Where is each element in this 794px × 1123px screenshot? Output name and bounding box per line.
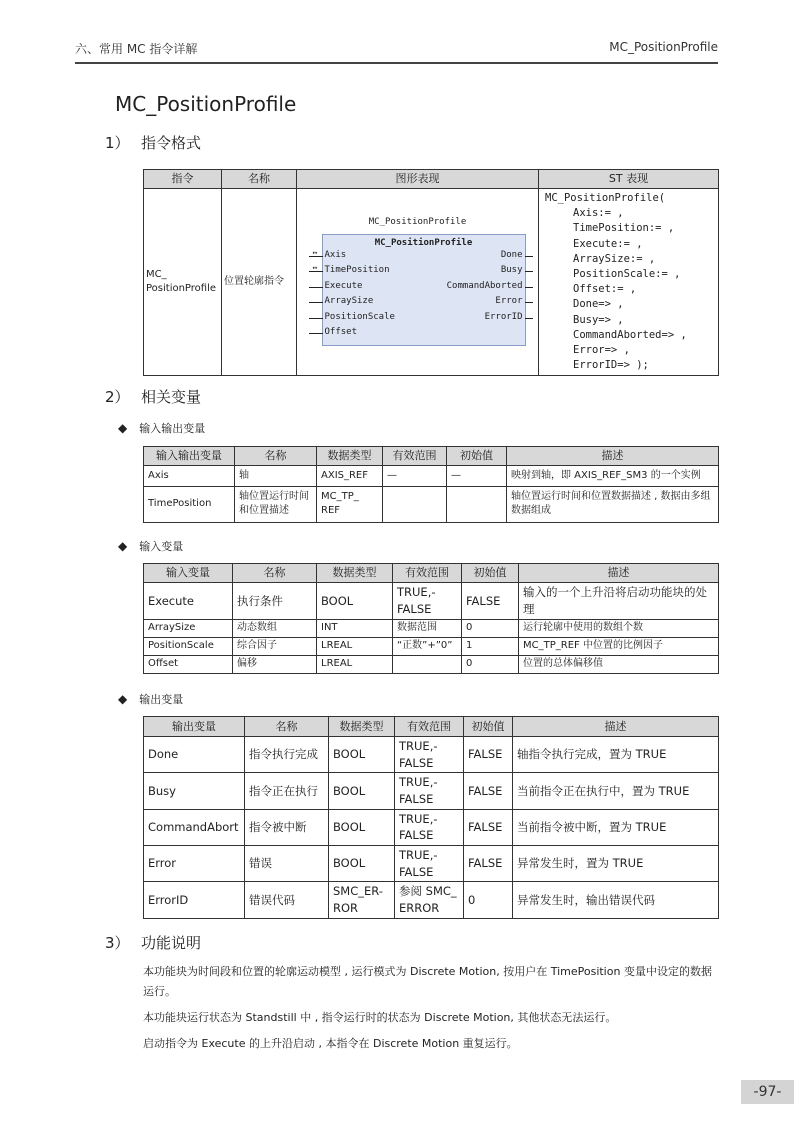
- st-line: Done=> ,: [573, 298, 624, 311]
- column-header: 数据类型: [317, 564, 393, 583]
- block-instance-name: MC_PositionProfile: [368, 217, 467, 228]
- column-header: 描述: [519, 564, 719, 583]
- page-number: -97-: [741, 1080, 794, 1104]
- table-cell: —: [447, 465, 507, 486]
- table-cell: 错误: [245, 846, 329, 882]
- table-cell: BOOL: [329, 737, 395, 773]
- section-header: MC_PositionProfile: [609, 40, 718, 54]
- bullet-label: 输出变量: [139, 693, 184, 706]
- table-row: [144, 656, 719, 674]
- column-header: 初始值: [464, 717, 513, 737]
- table-cell: FALSE: [464, 737, 513, 773]
- table-cell: 指令被中断: [245, 809, 329, 845]
- column-header: 有效范围: [395, 717, 464, 737]
- table-row: [144, 882, 719, 918]
- bullet-label: 输入输出变量: [139, 422, 206, 435]
- table-cell: 数据范围: [393, 620, 462, 638]
- table-cell: Error: [144, 846, 245, 882]
- output-pin: CommandAborted: [447, 279, 523, 294]
- column-header: 输入变量: [144, 564, 233, 583]
- table-cell: [393, 656, 462, 674]
- name-cell: 位置轮廓指令: [222, 188, 297, 375]
- header-divider: [75, 62, 718, 64]
- table-cell: TRUE,- FALSE: [395, 809, 464, 845]
- output-pin: Busy: [501, 263, 523, 278]
- input-pin: ArraySize: [325, 294, 374, 309]
- inout-arrow-icon: ↔: [312, 263, 318, 273]
- function-block-diagram: [298, 192, 538, 372]
- table-row: [144, 638, 719, 656]
- table-cell: 参阅 SMC_ ERROR: [395, 882, 464, 918]
- description-paragraph: 启动指令为 Execute 的上升沿启动 , 本指令在 Discrete Motion 重复运行。: [143, 1037, 518, 1050]
- column-header: 输入输出变量: [144, 447, 235, 466]
- table-row: [144, 620, 719, 638]
- format-table: [143, 169, 719, 376]
- table-cell: 异常发生时，输出错误代码: [513, 882, 719, 918]
- table-cell: Offset: [144, 656, 233, 674]
- in-vars-table: [143, 563, 719, 674]
- st-line: TimePosition:= ,: [573, 222, 675, 235]
- column-header: 初始值: [462, 564, 519, 583]
- table-cell: 0: [462, 620, 519, 638]
- st-line: Axis:= ,: [573, 207, 624, 220]
- st-line: Error=> ,: [573, 343, 630, 356]
- table-cell: 运行轮廓中使用的数组个数: [519, 620, 719, 638]
- table-cell: FALSE: [464, 809, 513, 845]
- table-cell: BOOL: [329, 846, 395, 882]
- table-row: [144, 773, 719, 809]
- input-pin: Offset: [325, 325, 358, 340]
- column-header: 数据类型: [317, 447, 383, 466]
- out-vars-bullet: [118, 691, 183, 707]
- table-cell: 当前指令被中断，置为 TRUE: [513, 809, 719, 845]
- table-cell: TRUE,- FALSE: [395, 846, 464, 882]
- table-row: [144, 737, 719, 773]
- section-2-heading: [105, 386, 201, 407]
- table-cell: 输入的一个上升沿将启动功能块的处理: [519, 583, 719, 620]
- table-row: [144, 809, 719, 845]
- table-cell: Done: [144, 737, 245, 773]
- page-title: MC_PositionProfile: [115, 92, 297, 116]
- table-cell: [383, 486, 447, 522]
- st-line: PositionScale:= ,: [573, 267, 681, 280]
- table-cell: 映射到轴，即 AXIS_REF_SM3 的一个实例: [507, 465, 719, 486]
- column-header: 名称: [235, 447, 317, 466]
- chapter-header: 六、常用 MC 指令详解: [75, 42, 198, 56]
- table-cell: BOOL: [329, 773, 395, 809]
- table-cell: 当前指令正在执行中，置为 TRUE: [513, 773, 719, 809]
- input-pin: TimePosition: [324, 265, 390, 276]
- column-header: 初始值: [447, 447, 507, 466]
- table-cell: TRUE,- FALSE: [393, 583, 462, 620]
- st-line: ArraySize:= ,: [573, 252, 656, 265]
- inout-arrow-icon: ↔: [312, 248, 318, 258]
- io-vars-table: [143, 446, 719, 523]
- table-cell: PositionScale: [144, 638, 233, 656]
- table-cell: “正数”+”0”: [393, 638, 462, 656]
- st-line: Execute:= ,: [573, 237, 643, 250]
- st-line: MC_PositionProfile(: [545, 191, 666, 204]
- function-block: [312, 234, 526, 346]
- st-line: CommandAborted=> ,: [573, 328, 687, 341]
- table-cell: BOOL: [329, 809, 395, 845]
- table-cell: BOOL: [317, 583, 393, 620]
- column-header: 数据类型: [329, 717, 395, 737]
- section-label: 功能说明: [141, 934, 202, 952]
- column-header: 名称: [233, 564, 317, 583]
- th: 图形表现: [297, 170, 539, 189]
- table-cell: 偏移: [233, 656, 317, 674]
- input-pin: Execute: [325, 279, 363, 294]
- table-cell: ArraySize: [144, 620, 233, 638]
- table-cell: 指令正在执行: [245, 773, 329, 809]
- column-header: 输出变量: [144, 717, 245, 737]
- diamond-bullet-icon: ◆: [118, 421, 128, 435]
- column-header: 名称: [245, 717, 329, 737]
- table-cell: Execute: [144, 583, 233, 620]
- table-cell: Axis: [144, 465, 235, 486]
- description-paragraph: 本功能块为时间段和位置的轮廓运动模型 , 运行模式为 Discrete Motion, 按用户在 TimePosition 变量中设定的数据运行。: [143, 965, 712, 998]
- table-cell: 综合因子: [233, 638, 317, 656]
- table-row: [144, 583, 719, 620]
- table-row: [144, 486, 719, 522]
- table-cell: FALSE: [464, 846, 513, 882]
- table-cell: TimePosition: [144, 486, 235, 522]
- table-cell: MC_TP_ REF: [317, 486, 383, 522]
- table-cell: [447, 486, 507, 522]
- table-cell: 位置的总体偏移值: [519, 656, 719, 674]
- column-header: 有效范围: [393, 564, 462, 583]
- section-num: 3）: [105, 934, 130, 952]
- graphic-cell: [297, 188, 539, 375]
- table-cell: 轴: [235, 465, 317, 486]
- table-cell: FALSE: [464, 773, 513, 809]
- instruction-cell: MC_ PositionProfile: [144, 188, 222, 375]
- table-cell: SMC_ER- ROR: [329, 882, 395, 918]
- description-paragraph: 本功能块运行状态为 Standstill 中 , 指令运行时的状态为 Discrete Motion, 其他状态无法运行。: [143, 1011, 617, 1024]
- column-header: 描述: [507, 447, 719, 466]
- table-cell: 轴位置运行时间和位置描述: [235, 486, 317, 522]
- table-cell: 指令执行完成: [245, 737, 329, 773]
- th: ST 表现: [539, 170, 719, 189]
- table-cell: INT: [317, 620, 393, 638]
- table-cell: ErrorID: [144, 882, 245, 918]
- table-cell: TRUE,- FALSE: [395, 773, 464, 809]
- th: 指令: [144, 170, 222, 189]
- table-cell: Busy: [144, 773, 245, 809]
- table-cell: 执行条件: [233, 583, 317, 620]
- column-header: 有效范围: [383, 447, 447, 466]
- table-cell: MC_TP_REF 中位置的比例因子: [519, 638, 719, 656]
- output-pin: ErrorID: [485, 310, 523, 325]
- output-pin: Done: [501, 248, 523, 263]
- diamond-bullet-icon: ◆: [118, 692, 128, 706]
- table-cell: 1: [462, 638, 519, 656]
- table-cell: 异常发生时，置为 TRUE: [513, 846, 719, 882]
- table-cell: LREAL: [317, 656, 393, 674]
- bullet-label: 输入变量: [139, 540, 184, 553]
- table-cell: 动态数组: [233, 620, 317, 638]
- table-cell: FALSE: [462, 583, 519, 620]
- table-cell: —: [383, 465, 447, 486]
- section-label: 相关变量: [141, 388, 202, 406]
- table-row: [144, 465, 719, 486]
- table-row: [144, 846, 719, 882]
- column-header: 描述: [513, 717, 719, 737]
- output-pin: Error: [495, 294, 522, 309]
- table-cell: AXIS_REF: [317, 465, 383, 486]
- diamond-bullet-icon: ◆: [118, 539, 128, 553]
- table-cell: 错误代码: [245, 882, 329, 918]
- table-cell: 轴位置运行时间和位置数据描述 , 数据由多组数据组成: [507, 486, 719, 522]
- input-pin: PositionScale: [325, 310, 395, 325]
- st-code-cell: [539, 188, 719, 375]
- in-vars-bullet: [118, 538, 183, 554]
- section-3-heading: [105, 932, 201, 953]
- section-num: 2）: [105, 388, 130, 406]
- th: 名称: [222, 170, 297, 189]
- table-cell: 轴指令执行完成，置为 TRUE: [513, 737, 719, 773]
- block-type-name: MC_PositionProfile: [374, 238, 473, 249]
- table-cell: LREAL: [317, 638, 393, 656]
- table-cell: 0: [464, 882, 513, 918]
- section-num: 1）: [105, 134, 130, 152]
- table-cell: TRUE,- FALSE: [395, 737, 464, 773]
- st-line: ErrorID=> );: [573, 359, 649, 372]
- io-vars-bullet: [118, 420, 205, 436]
- table-cell: 0: [462, 656, 519, 674]
- out-vars-table: [143, 716, 719, 919]
- input-pin: Axis: [324, 250, 347, 261]
- section-label: 指令格式: [141, 134, 202, 152]
- table-cell: CommandAbort: [144, 809, 245, 845]
- st-line: Busy=> ,: [573, 313, 624, 326]
- section-1-heading: [105, 132, 201, 153]
- st-line: Offset:= ,: [573, 283, 637, 296]
